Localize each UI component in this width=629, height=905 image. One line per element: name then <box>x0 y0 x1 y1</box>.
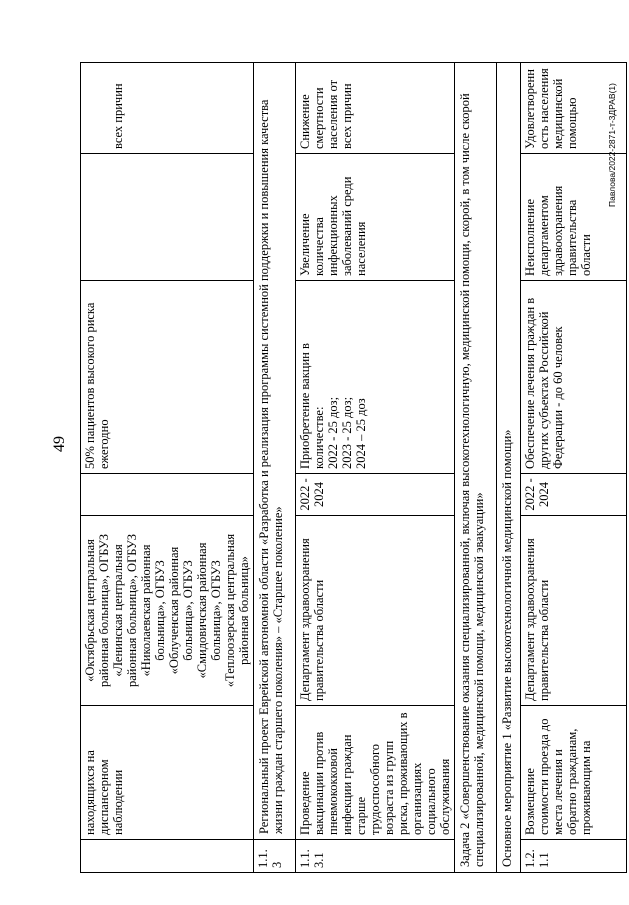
result-lines <box>298 285 368 469</box>
executor-line: «Теплоозерская центральная районная больница» <box>223 533 251 688</box>
cell-link: Снижение смертности населения от всех причин <box>296 63 455 154</box>
cell-number <box>81 840 254 873</box>
cell-result: 50% пациентов высокого риска ежегодно <box>81 281 254 474</box>
cell-result: Обеспечение лечения граждан в других субъектах Российской Федерации - до 60 человек <box>521 281 627 474</box>
cell-result <box>296 281 455 474</box>
executor-line: «Ленинская центральная районная больница», ОГБУЗ <box>111 534 139 687</box>
task-heading: Задача 2 «Совершенствование оказания специализированной, включая высокотехнологичную, медицинской помощи, скорой, в том числе скорой специализированной, медицинской помощи, медицинской эвакуации» <box>455 63 497 873</box>
cell-number: 1.1.3.1 <box>296 840 455 873</box>
table-row <box>254 63 296 873</box>
result-line: 2023 - 25 доз; <box>340 396 354 469</box>
executor-list <box>83 520 251 701</box>
cell-measure: Проведение вакцинации против пневмококковой инфекции граждан старше трудоспособного возраста из групп риска, проживающих в организациях социального обслуживания <box>296 706 455 840</box>
executor-line: «Октябрьская центральная районная больница», ОГБУЗ <box>83 534 111 687</box>
table-sheet <box>80 63 593 873</box>
executor-line: «Смидовичская районная больница», ОГБУЗ <box>195 542 223 679</box>
executor-line: «Облученская районная больница», ОГБУЗ <box>167 546 195 675</box>
document-code: Павлова/2022-2871-т-3ДРАВ(1) <box>607 83 617 207</box>
cell-number: 1.1.3 <box>254 840 296 873</box>
executor-line: «Николаевская районная больница», ОГБУЗ <box>139 544 167 677</box>
rotated-table-container <box>80 63 593 873</box>
cell-link: всех причин <box>81 63 254 154</box>
cell-executor: Департамент здравоохранения правительства области <box>521 516 627 706</box>
cell-term: 2022 - 2024 <box>296 474 455 516</box>
cell-executor: Департамент здравоохранения правительства области <box>296 516 455 706</box>
cell-consequence: Увеличение количества инфекционных заболеваний среди населения <box>296 154 455 281</box>
result-line: Приобретение вакцин в количестве: <box>298 343 326 469</box>
table-row <box>296 63 455 873</box>
result-line: 2024 – 25 доз <box>354 398 368 469</box>
result-line: 2022 - 25 доз; <box>326 396 340 469</box>
cell-consequence <box>81 154 254 281</box>
table-row <box>497 63 521 873</box>
cell-executor <box>81 516 254 706</box>
page-number: 49 <box>51 436 68 452</box>
table-row <box>81 63 254 873</box>
measures-table <box>80 62 627 873</box>
cell-measure: находящихся на диспансерном наблюдении <box>81 706 254 840</box>
cell-consequence: Неисполнение департаментом здравоохранения правительства области <box>521 154 627 281</box>
cell-link: Удовлетворенность населения медицинской помощью <box>521 63 627 154</box>
table-row <box>455 63 497 873</box>
cell-number: 1.2.1.1 <box>521 840 627 873</box>
main-activity-heading: Основное мероприятие 1 «Развитие высокотехнологичной медицинской помощи» <box>497 63 521 873</box>
cell-term: 2022 - 2024 <box>521 474 627 516</box>
cell-term <box>81 474 254 516</box>
cell-measure: Возмещение стоимости проезда до места лечения и обратно гражданам, проживающим на <box>521 706 627 840</box>
regional-project-title: Региональный проект Еврейской автономной области «Разработка и реализация программы системной поддержки и повышения качества жизни граждан старшего поколения» – «Старшее поколение» <box>254 63 296 840</box>
table-row <box>521 63 627 873</box>
